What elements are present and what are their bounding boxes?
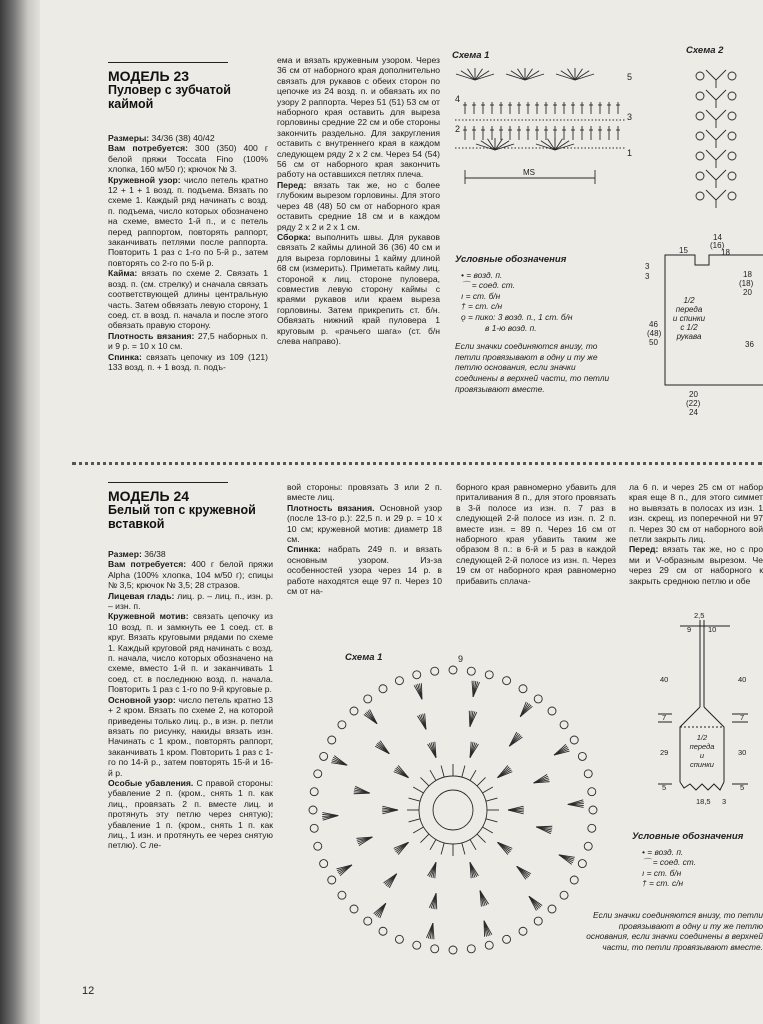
model24-title-line1: Белый топ с кружевной — [108, 503, 256, 517]
model24-schema1-title: Схема 1 — [345, 652, 383, 663]
stitch-loop — [728, 172, 736, 180]
p23-label-1: 1/2 — [683, 296, 695, 305]
p24-left-5: 5 — [662, 783, 667, 792]
stitch-loop — [379, 927, 387, 935]
p23-right-20: 20 — [743, 288, 752, 297]
stitch-loop — [560, 721, 568, 729]
stitch-mark — [481, 141, 495, 150]
stitch-loop — [588, 824, 596, 832]
stitch-mark — [511, 71, 525, 80]
model23-schema1-diagram — [455, 60, 645, 190]
model23-legend-heading: Условные обозначения — [455, 254, 567, 265]
paragraph-text: Основной узор (после 13-го р.): 22,5 п. и 29 р. = 10 х 10 см; кружевной мотив: диаметр 18 см. — [287, 502, 443, 545]
chain-icon: • — [642, 846, 645, 857]
stitch-mark — [506, 74, 525, 80]
p24-label-2: переда — [689, 742, 715, 751]
p23-bottom-22: (22) — [686, 399, 701, 408]
stitch-mark — [456, 74, 475, 80]
paragraph-text: набрать 249 п. и вязать основным узором. Из-за особенностей узора через 14 р. в работе находятся еще 97 п. Через 10 см от на- — [287, 544, 442, 597]
model23-schema2-diagram — [692, 62, 742, 202]
legend-item-picot: ǫ = пико: 3 возд. п., 1 ст. б/н — [461, 311, 573, 322]
stitch-mark — [470, 839, 476, 849]
stitch-loop — [696, 152, 704, 160]
paragraph — [456, 482, 616, 586]
p23-right-18b: (18) — [739, 279, 754, 288]
stitch-loop — [696, 92, 704, 100]
paragraph-text: 400 г белой пряжи Alpha (100% хлопка, 104 м/50 г); спицы № 3,5; крючок № 3,5; 28 стразов. — [108, 559, 273, 591]
stitch-mark — [477, 834, 485, 842]
stitch-loop — [419, 776, 487, 844]
stitch-mark — [420, 834, 428, 842]
stitch-loop — [413, 671, 421, 679]
magazine-binding — [0, 0, 40, 1024]
paragraph-label: Сборка: — [277, 231, 311, 242]
stitch-loop — [578, 860, 586, 868]
paragraph-text: борного края равномерно убавить для приталивания 8 п., для этого провязать в 3-й полосе из изн. п. 7 раз в следующей 2-й полосе из изн. п. 2 п. вместе изн. = 89 п. Через 16 см от наборного края убавить таким же образом 8 п.: в 6-й и 5 раз в каждой следующей 2-й полосе из изн. п. Через 19 см от наборного края равномерно прибавить сплача- — [456, 482, 616, 586]
stitch-loop — [570, 736, 578, 744]
paragraph — [108, 268, 268, 330]
stitch-mark — [716, 70, 726, 80]
paragraph-text: выполнить швы. Для рукавов связать 2 каймы длиной 36 (36) 40 см и для выреза горловины 1 кайму длиной 68 см (измерить). Приметать кайму лиц. стороной к лиц. стороне пуловера, совместив левую сторону каймы с краями рукавов или краем выреза горловины. Затем прикрепить ст. б/н. Обвязать нижний край пуловера 1 круговым р. «рачьего шага» (ст. б/н слева направо). — [277, 231, 440, 346]
stitch-loop — [364, 917, 372, 925]
model24-legend-heading: Условные обозначения — [632, 831, 744, 842]
stitch-mark — [706, 190, 716, 200]
stitch-mark — [561, 71, 575, 80]
legend24-item-slip: ⌒ = соед. ст. — [642, 857, 697, 868]
stitch-mark — [525, 74, 544, 80]
stitch-mark — [413, 787, 423, 793]
p23-left-3a: 3 — [645, 262, 650, 271]
p23-top-14: 14 — [713, 233, 722, 242]
stitch-mark — [706, 90, 716, 100]
motif-row-9: 9 — [458, 654, 464, 664]
p23-label-5: рукава — [676, 332, 702, 341]
model24-title-line2: вставкой — [108, 516, 165, 531]
stitch-loop — [350, 707, 358, 715]
model24-instructions-4 — [629, 482, 763, 586]
p24-right-40: 40 — [738, 675, 747, 684]
paragraph-label: Основной узор: — [108, 694, 176, 705]
stitch-mark — [716, 150, 726, 160]
p23-right-36: 36 — [745, 340, 754, 349]
model24-column-4 — [629, 482, 763, 586]
paragraph — [287, 482, 442, 503]
paragraph-label: Плотность вязания: — [108, 330, 195, 341]
stitch-mark — [430, 839, 436, 849]
stitch-loop — [728, 92, 736, 100]
stitch-loop — [314, 842, 322, 850]
model24-pattern-schematic — [650, 612, 763, 812]
model23-schema2-title: Схема 2 — [686, 45, 724, 56]
paragraph-text: ема и вязать кружевным узором. Через 36 см от наборного края дополнительно связать для рукавов с обеих сторон по цепочке из 24 возд. п. и обвязать их по узору 2 раппорта. Через 51 (51) 53 см от наборного края оставить для выреза горловины средние 22 см и обе стороны закончить раздельно. Для закругления оставить с внутреннего края в каждом следующем ряду 2 х 2 см. Через 54 (54) 56 см от наборного края закончить работу на оставшихся петлях плеча. — [277, 55, 440, 180]
stitch-loop — [728, 152, 736, 160]
stitch-loop — [696, 132, 704, 140]
double-crochet-icon: † — [461, 301, 466, 312]
model24-column-2 — [287, 482, 442, 596]
model23-column-1 — [108, 62, 268, 372]
legend24-item-dc: † = ст. с/н — [642, 878, 684, 889]
model23-title-line2: каймой — [108, 96, 154, 111]
model23-legend-note: Если значки соединяются внизу, то петли провязывают в одну и ту же петлю основания, если значки соединены в верхней части, то петли провязывают вместе. — [455, 341, 610, 394]
stitch-loop — [548, 707, 556, 715]
stitch-mark — [421, 683, 422, 699]
stitch-mark — [706, 130, 716, 140]
stitch-loop — [431, 945, 439, 953]
stitch-loop — [449, 666, 457, 674]
model24-motif-diagram — [298, 650, 608, 960]
stitch-mark — [409, 819, 421, 822]
stitch-mark — [462, 843, 465, 855]
stitch-loop — [310, 824, 318, 832]
stitch-loop — [548, 905, 556, 913]
model23-title-model: МОДЕЛЬ 23 — [108, 68, 190, 84]
stitch-loop — [320, 752, 328, 760]
stitch-mark — [575, 74, 594, 80]
paragraph-label: Перед: — [629, 544, 659, 555]
paragraph-text: число петель кратно 13 + 2 кром. Вязать по схеме 2, на которой приведены только лиц. р., в изн. р. петли вязать по рисунку, накиды вязать изн. Начинать с 1 кром., повторять раппорт, заканчивать 1 кром. Повторить 1 раз с 1-го по 14-й р., затем повторять 15-й и 16-й р. — [108, 694, 274, 778]
model24-title — [108, 489, 273, 531]
p23-left-50: 50 — [649, 338, 658, 347]
stitch-mark — [555, 141, 569, 150]
model23-instructions-2 — [277, 55, 440, 346]
stitch-mark — [462, 766, 465, 778]
stitch-loop — [560, 891, 568, 899]
paragraph-label: Перед: — [277, 179, 307, 190]
model23-title — [108, 69, 268, 111]
stitch-mark — [706, 150, 716, 160]
picot-icon: ǫ — [461, 311, 466, 322]
slip-stitch-icon: ⌒ — [461, 280, 470, 291]
paragraph — [108, 331, 268, 352]
paragraph-text: связать цепочку из 10 возд. п. и замкнуть ее 1 соед. ст. в круг. Вязать круговыми рядами по схеме 1. Каждый круговой ряд начинать с возд. п. начала, число которых обозначено на схеме, вместо 1-й п. и заканчивать 1 соед. ст. в последнюю возд. п. начала. Повторить 1 раз с 1-го по 9-й круговые р. — [108, 611, 273, 695]
paragraph-label: Вам потребуется: — [108, 143, 188, 154]
p23-left-48: (48) — [647, 329, 662, 338]
p24-right-7: 7 — [740, 713, 745, 722]
paragraph-text: ла 6 п. и через 25 см от набор края еще 8 п., для этого симмет но вывязать в полосах из изн. 1 изн. скрещ. из поперечной ни 97 п. Через 30 см от наборного вой петли закрыть лиц. — [629, 482, 763, 545]
paragraph — [629, 544, 763, 586]
paragraph-label: Плотность вязания. — [287, 502, 375, 513]
paragraph — [108, 143, 268, 174]
p23-top-16: (16) — [710, 241, 725, 250]
title-rule — [108, 482, 228, 483]
stitch-loop — [534, 695, 542, 703]
paragraph-label: Лицевая гладь: — [108, 590, 175, 601]
paragraph-text: связать цепочку из 109 (121) 133 возд. п. + 1 возд. п. подъ- — [108, 351, 268, 372]
paragraph — [108, 133, 268, 143]
p23-bottom-20: 20 — [689, 390, 698, 399]
paragraph — [287, 544, 442, 596]
stitch-loop — [696, 172, 704, 180]
stitch-mark — [555, 144, 574, 150]
schema1-row-5: 5 — [627, 72, 633, 82]
paragraph-text: лиц. р. – лиц. п., изн. р. – изн. п. — [108, 590, 273, 612]
paragraph — [629, 482, 763, 544]
p23-left-46: 46 — [649, 320, 658, 329]
model24-legend-note: Если значки соединяются внизу, то петли провязывают в одну и ту же петлю основания, если значки соединены в верхней части, то петли провязывают вместе. — [586, 910, 763, 952]
paragraph-text: вой стороны: провязать 3 или 2 п. вместе лиц. — [287, 482, 442, 503]
paragraph-label: Спинка: — [287, 544, 321, 555]
stitch-mark — [716, 130, 726, 140]
p23-top-15: 15 — [679, 246, 688, 255]
stitch-loop — [696, 192, 704, 200]
stitch-loop — [320, 860, 328, 868]
legend-item-picot-cont: в 1-ю возд. п. — [485, 322, 537, 333]
stitch-loop — [534, 917, 542, 925]
paragraph-label: Кайма: — [108, 268, 138, 279]
p23-left-3b: 3 — [645, 272, 650, 281]
legend24-item-chain: • = возд. п. — [642, 846, 684, 857]
model24-instructions-1 — [108, 549, 273, 851]
section-divider — [72, 462, 762, 465]
paragraph-text: 36/38 — [141, 549, 166, 559]
p24-right-5: 5 — [740, 783, 745, 792]
p23-right-18: 18 — [743, 270, 752, 279]
paragraph-label: Размеры: — [108, 133, 150, 143]
stitch-mark — [541, 141, 555, 150]
title-rule — [108, 62, 228, 63]
stitch-loop — [364, 695, 372, 703]
stitch-mark — [716, 170, 726, 180]
stitch-loop — [728, 72, 736, 80]
paragraph — [108, 549, 273, 559]
single-crochet-icon: ı — [461, 290, 464, 301]
stitch-loop — [584, 770, 592, 778]
stitch-loop — [310, 788, 318, 796]
paragraph-label: Особые убавления. — [108, 777, 194, 788]
stitch-mark — [484, 921, 485, 937]
paragraph-label: Спинка: — [108, 351, 142, 362]
stitch-mark — [486, 798, 498, 801]
p24-left-40: 40 — [660, 675, 669, 684]
model23-legend — [455, 255, 620, 394]
legend-item-chain: • = возд. п. — [461, 269, 503, 280]
stitch-loop — [395, 935, 403, 943]
paragraph-label: Кружевной мотив: — [108, 611, 189, 622]
p24-label-4: спинки — [690, 760, 714, 769]
stitch-loop — [728, 112, 736, 120]
legend-item-sc: ı = ст. б/н — [461, 290, 501, 301]
stitch-mark — [486, 819, 498, 822]
paragraph-label: Кружевной узор: — [108, 174, 181, 185]
stitch-loop — [728, 192, 736, 200]
stitch-mark — [495, 144, 514, 150]
paragraph-text: 300 (350) 400 г белой пряжи Toccata Fino (100% хлопка, 160 м/50 г); крючок № 3. — [108, 143, 268, 175]
stitch-mark — [461, 71, 475, 80]
paragraph-text: С правой стороны: убавление 2 п. (кром., снять 1 п. как лиц., провязать 2 п. вместе лиц. и протянуть эту петлю через снятую); убавление 1 п. (кром., снять 1 п. как лиц., 1 изн. и протянуть ее через снятую петлю). С ле- — [108, 777, 273, 851]
model24-column-3 — [456, 482, 616, 586]
stitch-mark — [525, 71, 539, 80]
model24-column-1 — [108, 482, 273, 851]
paragraph-text: вязать так же, но с более глубоким вырезом горловины. Для этого через 48 (48) 50 см от наборного края оставить средние 18 см и в каждом ряду 2 х 2 и 2 х 1 см. — [277, 179, 440, 232]
stitch-loop — [728, 132, 736, 140]
model23-schema1-title: Схема 1 — [452, 50, 490, 61]
stitch-loop — [519, 685, 527, 693]
p24-bottom-3: 3 — [722, 797, 727, 806]
model23-column-2 — [277, 55, 440, 346]
paragraph — [277, 180, 440, 232]
stitch-mark — [495, 141, 509, 150]
model24-title-model: МОДЕЛЬ 24 — [108, 488, 190, 504]
stitch-loop — [503, 677, 511, 685]
stitch-mark — [706, 170, 716, 180]
stitch-loop — [314, 770, 322, 778]
p23-label-4: с 1/2 — [680, 323, 698, 332]
stitch-loop — [449, 946, 457, 954]
p24-top-10: 10 — [708, 625, 717, 634]
p24-top-9: 9 — [687, 625, 692, 634]
legend-item-slip: ⌒ = соед. ст. — [461, 280, 516, 291]
p24-top-2-5: 2,5 — [694, 611, 705, 620]
stitch-mark — [706, 110, 716, 120]
stitch-loop — [467, 945, 475, 953]
page-number: 12 — [82, 985, 95, 997]
model24-legend — [632, 832, 762, 889]
stitch-mark — [430, 770, 436, 780]
stitch-mark — [575, 71, 589, 80]
schema1-row-2: 2 — [455, 124, 461, 134]
model23-instructions-1 — [108, 133, 268, 372]
stitch-mark — [441, 843, 444, 855]
paragraph-text: 34/36 (38) 40/42 — [149, 133, 215, 143]
paragraph — [108, 611, 273, 694]
stitch-loop — [696, 72, 704, 80]
paragraph-text: 27,5 наборных п. и 9 р. = 10 х 10 см. — [108, 330, 269, 352]
stitch-mark — [706, 70, 716, 80]
double-crochet-icon: † — [642, 878, 647, 889]
stitch-mark — [475, 71, 489, 80]
paragraph — [108, 559, 273, 590]
paragraph — [108, 778, 273, 851]
stitch-mark — [482, 827, 492, 833]
paragraph — [277, 55, 440, 180]
stitch-mark — [716, 110, 726, 120]
stitch-loop — [350, 905, 358, 913]
stitch-loop — [379, 685, 387, 693]
stitch-mark — [556, 74, 575, 80]
paragraph — [287, 503, 442, 545]
p23-bottom-24: 24 — [689, 408, 698, 417]
stitch-loop — [578, 752, 586, 760]
model24-instructions-2 — [287, 482, 442, 596]
stitch-loop — [431, 667, 439, 675]
p24-right-30: 30 — [738, 748, 747, 757]
single-crochet-icon: ı — [642, 867, 645, 878]
p23-label-2: переда — [675, 305, 703, 314]
stitch-loop — [309, 806, 317, 814]
stitch-mark — [716, 190, 726, 200]
chain-icon: • — [461, 269, 464, 280]
paragraph — [108, 352, 268, 373]
stitch-mark — [475, 74, 494, 80]
p24-label-3: и — [699, 751, 705, 760]
stitch-mark — [536, 144, 555, 150]
stitch-mark — [476, 144, 495, 150]
paragraph-text: число петель кратно 12 + 1 + 1 возд. п. подъема. Вязать по схеме 1. Каждый ряд начинать с возд. п. подъема, число которых обозначено на схеме, вместо 1-й п., и с петель перед раппортом, повторять раппорт, заканчивать петлями после раппорта. Повторить 1 раз с 1-го по 5-й р., затем повторять со 2-го по 5-й р. — [108, 174, 268, 268]
stitch-loop — [589, 806, 597, 814]
stitch-mark — [716, 90, 726, 100]
stitch-loop — [413, 941, 421, 949]
schema1-row-3: 3 — [627, 112, 633, 122]
stitch-loop — [485, 941, 493, 949]
model23-pattern-schematic — [635, 235, 763, 415]
paragraph — [108, 695, 273, 778]
stitch-loop — [519, 927, 527, 935]
paragraph — [277, 232, 440, 346]
paragraph — [108, 591, 273, 612]
stitch-mark — [477, 777, 485, 785]
stitch-loop — [584, 842, 592, 850]
schema1-ms: MS — [523, 168, 535, 177]
schema1-row-4: 4 — [455, 94, 461, 104]
stitch-mark — [470, 770, 476, 780]
schema1-row-1: 1 — [627, 148, 633, 158]
model23-title-line1: Пуловер с зубчатой — [108, 83, 231, 97]
stitch-mark — [420, 777, 428, 785]
stitch-mark — [441, 766, 444, 778]
stitch-mark — [482, 787, 492, 793]
stitch-mark — [413, 827, 423, 833]
stitch-loop — [338, 721, 346, 729]
stitch-loop — [503, 935, 511, 943]
p24-left-29: 29 — [660, 748, 669, 757]
stitch-loop — [570, 876, 578, 884]
stitch-loop — [485, 671, 493, 679]
paragraph — [108, 175, 268, 269]
legend-item-dc: † = ст. с/н — [461, 301, 503, 312]
stitch-loop — [328, 876, 336, 884]
stitch-mark — [409, 798, 421, 801]
paragraph-label: Вам потребуется: — [108, 559, 187, 570]
slip-stitch-icon: ⌒ — [642, 857, 651, 868]
p23-label-3: и спинки — [672, 314, 706, 323]
paragraph-text: вязать по схеме 2. Связать 1 возд. п. (см. стрелку) и сначала связать соответствующей длины центральную часть. Затем обвязать левую сторону, 1 соед. ст. в возд. п. начала и после этого обвязать правую сторону. — [108, 268, 268, 331]
stitch-loop — [467, 667, 475, 675]
p24-label-1: 1/2 — [696, 733, 708, 742]
legend24-item-sc: ı = ст. б/н — [642, 867, 682, 878]
stitch-loop — [696, 112, 704, 120]
model24-instructions-3 — [456, 482, 616, 586]
stitch-loop — [433, 790, 473, 830]
p24-left-7: 7 — [662, 713, 667, 722]
stitch-loop — [588, 788, 596, 796]
paragraph-text: вязать так же, но с про ми и V-образным вырезом. Че через 29 см от наборного к закрыть среднюю петлю и обе — [629, 544, 763, 586]
stitch-loop — [395, 677, 403, 685]
p24-bottom-18-5: 18,5 — [696, 797, 711, 806]
stitch-loop — [328, 736, 336, 744]
paragraph-label: Размер: — [108, 549, 142, 559]
stitch-loop — [338, 891, 346, 899]
p23-top-18: 18 — [721, 248, 730, 257]
